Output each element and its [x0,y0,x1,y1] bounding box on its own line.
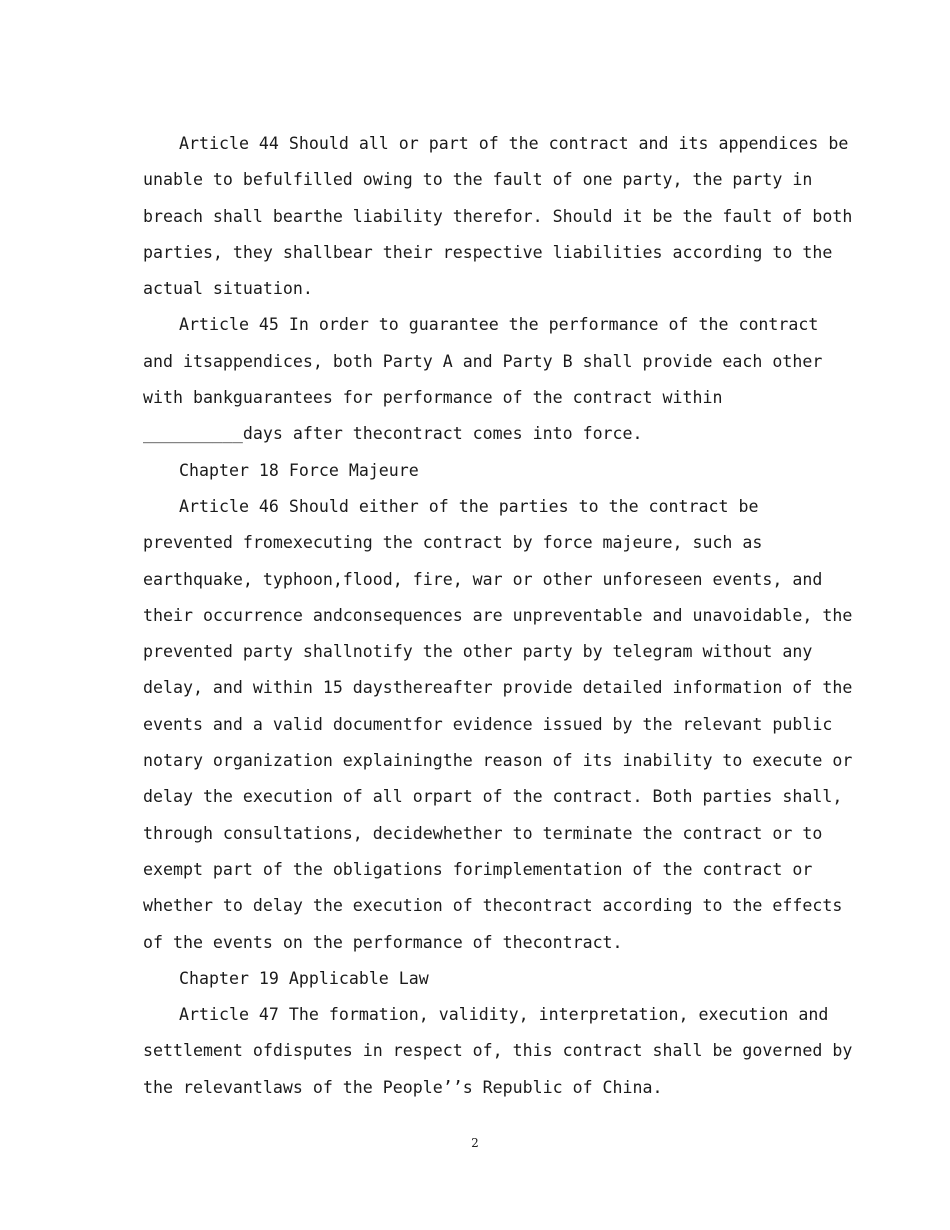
text-line: delay, and within 15 daysthereafter provide detailed information of the [143,678,853,698]
chapter-heading: Chapter 18 Force Majeure [179,460,419,480]
text-line: with bankguarantees for performance of the contract within [143,388,723,408]
text-line: __________days after thecontract comes into force. [143,424,643,444]
text-line: settlement ofdisputes in respect of, this contract shall be governed by [143,1041,853,1061]
text-line: through consultations, decidewhether to terminate the contract or to [143,823,823,843]
text-line: unable to befulfilled owing to the fault of one party, the party in [143,170,813,190]
text-line: their occurrence andconsequences are unpreventable and unavoidable, the [143,605,853,625]
text-line: Article 46 Should either of the parties to the contract be [179,496,759,516]
text-line: actual situation. [143,279,313,299]
text-line: Article 45 In order to guarantee the performance of the contract [179,315,819,335]
text-line: whether to delay the execution of thecontract according to the effects [143,896,843,916]
text-line: breach shall bearthe liability therefor. Should it be the fault of both [143,206,853,226]
page-number: 2 [471,1136,479,1150]
text-line: Article 44 Should all or part of the contract and its appendices be [179,134,849,153]
document-body [143,126,853,1106]
text-line: earthquake, typhoon,flood, fire, war or other unforeseen events, and [143,569,823,589]
text-line: notary organization explainingthe reason of its inability to execute or [143,751,853,771]
chapter-heading: Chapter 19 Applicable Law [179,968,429,988]
text-line: prevented party shallnotify the other party by telegram without any [143,642,813,662]
text-line: and itsappendices, both Party A and Party B shall provide each other [143,351,823,371]
text-line: delay the execution of all orpart of the contract. Both parties shall, [143,787,843,807]
text-line: Article 47 The formation, validity, interpretation, execution and [179,1005,829,1025]
text-line: of the events on the performance of thecontract. [143,932,623,952]
text-line: parties, they shallbear their respective liabilities according to the [143,242,833,262]
text-line: exempt part of the obligations forimplementation of the contract or [143,859,813,879]
text-line: the relevantlaws of the People’’s Republic of China. [143,1077,663,1097]
text-line: prevented fromexecuting the contract by force majeure, such as [143,533,763,553]
text-line: events and a valid documentfor evidence issued by the relevant public [143,714,833,734]
